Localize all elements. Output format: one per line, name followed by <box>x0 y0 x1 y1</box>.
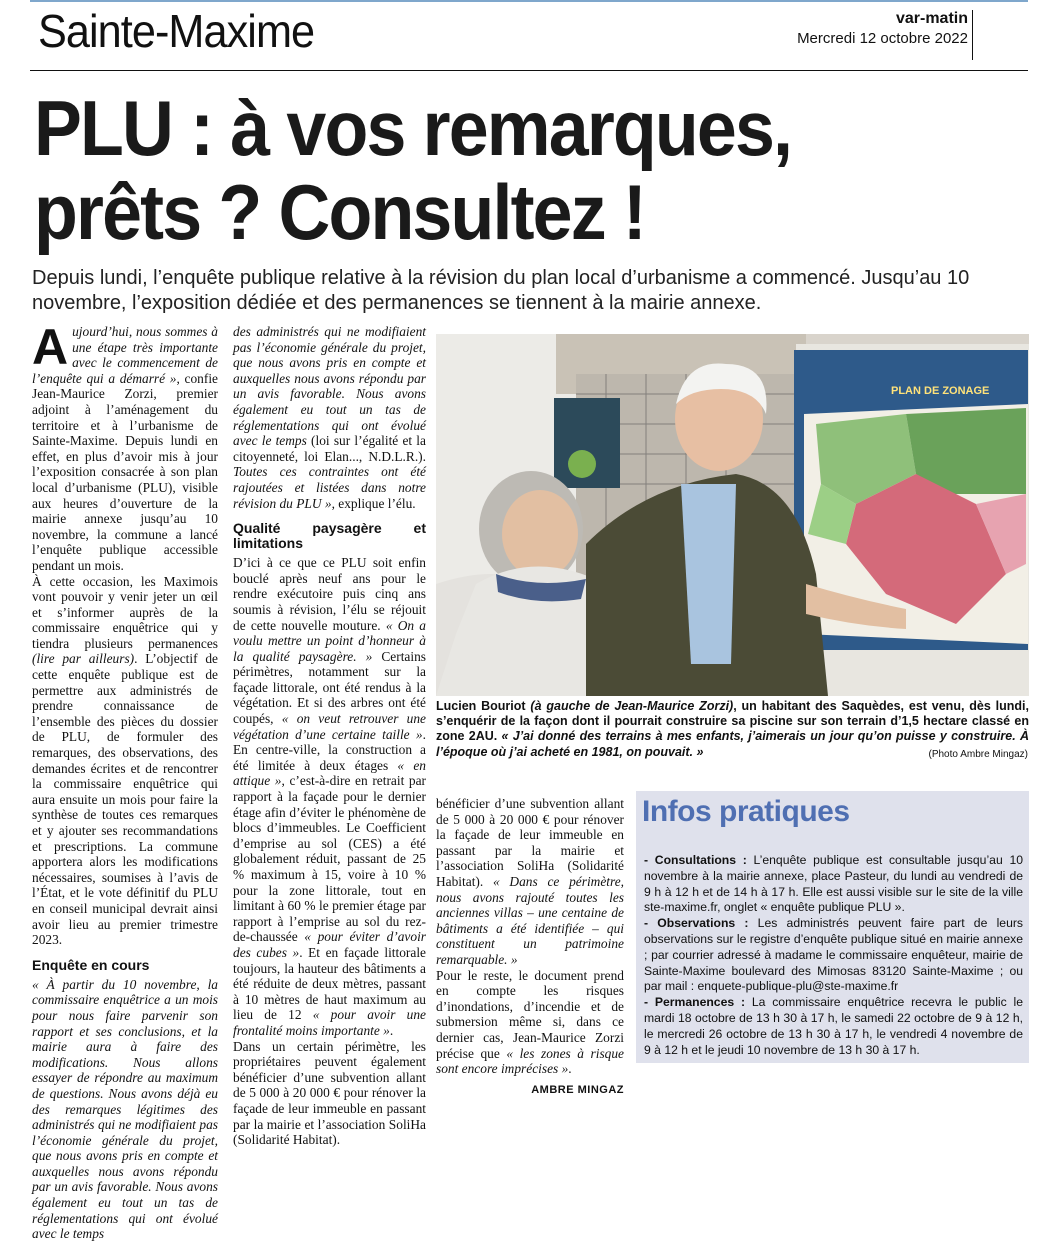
paragraph: des administrés qui ne modifiaient pas l’économie générale du projet, que nous avons pris en compte et auxquelles nous avons répondu par un avis favorable. Nous avons également eu tout un tas de réglementations qui ont évolué avec le temps (loi sur l’égalité et la citoyenneté, loi Elan..., N.D.L.R.). Toutes ces contraintes ont été rajoutées et listées dans notre révision du PLU », explique l’élu. <box>233 324 426 511</box>
infobox-title: Infos pratiques <box>642 795 850 828</box>
paragraph: Aujourd’hui, nous sommes à une étape très importante avec le commencement de l’enquête qui a démarré », confie Jean-Maurice Zorzi, premier adjoint à l’aménagement du territoire et à l’urbanisme de Sainte-Maxime. Depuis lundi en effet, en plus d’avoir mis à jour l’exposition consacrée à son plan local d’urbanisme (PLU), visible aux heures d’ouverture de la mairie annexe jusqu’au 10 novembre, la commune a lancé l’enquête publique accessible pendant un mois. <box>32 319 218 573</box>
photo-caption: Lucien Bouriot (à gauche de Jean-Maurice Zorzi), un habitant des Saquèdes, est venu, dès lundi, s’enquérir de la façon dont il pourrait construire sa piscine sur son terrain d’1,5 hectare classé en zone 2AU. « J’ai donné des terrains à mes enfants, j’aimerais un jour qu’on puisse y construire. À l’époque où j’ai acheté en 1981, on pouvait. » <box>436 699 1029 759</box>
paragraph: Dans un certain périmètre, les propriétaires peuvent également bénéficier d’une subvention allant de 5 000 à 20 000 € pour rénover la façade de leur immeuble en passant par la mairie et l’association SoliHa (Solidarité Habitat). <box>233 1038 426 1148</box>
headline-line-2: prêts ? Consultez ! <box>34 168 645 256</box>
infos-pratiques-box <box>636 791 1029 1063</box>
article-column-1 <box>32 319 218 1242</box>
infobox-body <box>644 853 1023 1058</box>
section-title: Sainte-Maxime <box>38 5 315 57</box>
headline-line-1: PLU : à vos remarques, <box>34 84 792 172</box>
article-photo <box>436 334 1029 696</box>
brand-name: var-matin <box>895 10 968 27</box>
paragraph: « À partir du 10 novembre, la commissaire enquêtrice a un mois pour nous faire parvenir son rapport et ses conclusions, et la mairie aura à faire des modifications. Nous allons essayer de répondre au maximum de questions. Nous avons déjà eu des remarques légitimes des administrés qui ne modifiaient pas l’économie générale du projet, que nous avons pris en compte et auxquelles nous avons répondu par un avis favorable. Nous avons également eu tout un tas de réglementations qui ont évolué avec le temps <box>32 976 218 1242</box>
photo-credit: (Photo Ambre Mingaz) <box>928 749 1028 760</box>
article-column-3 <box>436 796 624 1098</box>
article-column-2 <box>233 324 427 1148</box>
photo-illustration <box>436 334 1029 696</box>
masthead-divider <box>972 10 973 60</box>
top-rule <box>30 0 1028 2</box>
paragraph: D’ici à ce que ce PLU soit enfin bouclé après neuf ans pour le rendre exécutoire puis cinq ans soumis à révision, l’élu se réjouit de cette nouvelle mouture. « On a voulu mettre un point d’honneur à la qualité paysagère. » Certains périmètres, notamment sur la façade littorale, ont été rendus à la végétation. Et si des arbres ont été coupés, « on veut retrouver une végétation d’une certaine taille ». En centre-ville, la construction a été limitée à deux étages « en attique », c’est-à-dire en retrait par rapport à la façade pour le dernier étage afin d’éviter le phénomène de blocs d’immeubles. Le Coefficient d’emprise au sol (CES) a été globalement réduit, passant de 25 % maximum à 15, voire à 10 % pour la zone littorale, tout en limitant à 60 % le premier étage par rapport à l’emprise au sol du rez-de-chaussée « pour éviter d’avoir des cubes ». Et en façade littorale toujours, la hauteur des bâtiments a été réduite de deux mètres, passant à 10 mètres de haut maximum au lieu de 12 « pour avoir une frontalité moins importante ». <box>233 555 427 1038</box>
header-rule <box>30 70 1028 71</box>
author-signature: AMBRE MINGAZ <box>531 1083 624 1096</box>
lede: Depuis lundi, l’enquête publique relative à la révision du plan local d’urbanisme a commencé. Jusqu’au 10 novembre, l’exposition dédiée et des permanences se tiennent à la mairie annexe. <box>32 267 970 314</box>
paragraph: À cette occasion, les Maximois vont pouvoir y venir jeter un œil et s’informer auprès de la commissaire enquêtrice qui y tiendra plusieurs permanences (lire par ailleurs). L’objectif de cette enquête publique est de permettre aux administrés de prendre connaissance de l’ensemble des pièces du dossier de PLU, de formuler des remarques, des observations, des demandes écrites et de rencontrer la commissaire enquêtrice qui aura ensuite un mois pour faire la synthèse de toutes ces remarques et y ajouter ses recommandations et prescriptions. La commune apportera alors les modifications nécessaires, soumises à l’avis de l’État, et le vote définitif du PLU en conseil municipal devrait ainsi avoir lieu au premier trimestre 2023. <box>32 573 218 948</box>
subheading-enquete: Enquête en cours <box>32 956 150 973</box>
paragraph: Pour le reste, le document prend en compte les risques d’inondations, d’incendie et de submersion même si, dans ce dernier cas, Jean-Maurice Zorzi précise que « les zones à risque sont encore imprécises ». <box>436 967 625 1077</box>
subheading-qualite: Qualité paysagère et limitations <box>233 520 426 552</box>
dropcap: A <box>32 319 69 375</box>
infobox-item-observations: - Observations : Les administrés peuvent faire part de leurs observations sur le registre d’enquête publique situé en mairie annexe ; par courrier adressé à madame le commissaire enquêteur, mairie de Sainte-Maxime boulevard des Mimosas 83120 Sainte-Maxime ; ou par mail : enquete-publique-plu@ste-maxime.fr <box>644 916 1024 994</box>
headline <box>34 86 1024 254</box>
issue-date: Mercredi 12 octobre 2022 <box>797 30 968 47</box>
paragraph: bénéficier d’une subvention allant de 5 000 à 20 000 € pour rénover la façade de leur immeuble en passant par la mairie et l’association SoliHa (Solidarité Habitat). « Dans ce périmètre, nous avons rajouté toutes les anciennes villas – une centaine de bâtiments a été identifiée – qui constituent un patrimoine remarquable. » <box>436 796 624 967</box>
infobox-item-permanences: - Permanences : La commissaire enquêtrice recevra le public le mardi 18 octobre de 13 h 30 à 17 h, le samedi 22 octobre de 9 à 12 h, le mercredi 26 octobre de 13 h 30 à 17 h, le vendredi 4 novembre de 9 à 12 h et le jeudi 10 novembre de 13 h 30 à 17 h. <box>644 995 1024 1057</box>
infobox-item-consultations: - Consultations : L’enquête publique est consultable jusqu’au 10 novembre à la mairie annexe, place Pasteur, du lundi au vendredi de 9 h à 12 h et de 14 h à 17 h. Elle est aussi visible sur le site de la ville ste-maxime.fr, onglet « enquête publique PLU ». <box>644 853 1024 915</box>
masthead <box>797 10 968 47</box>
zoning-sign-text: PLAN DE ZONAGE <box>891 385 990 397</box>
